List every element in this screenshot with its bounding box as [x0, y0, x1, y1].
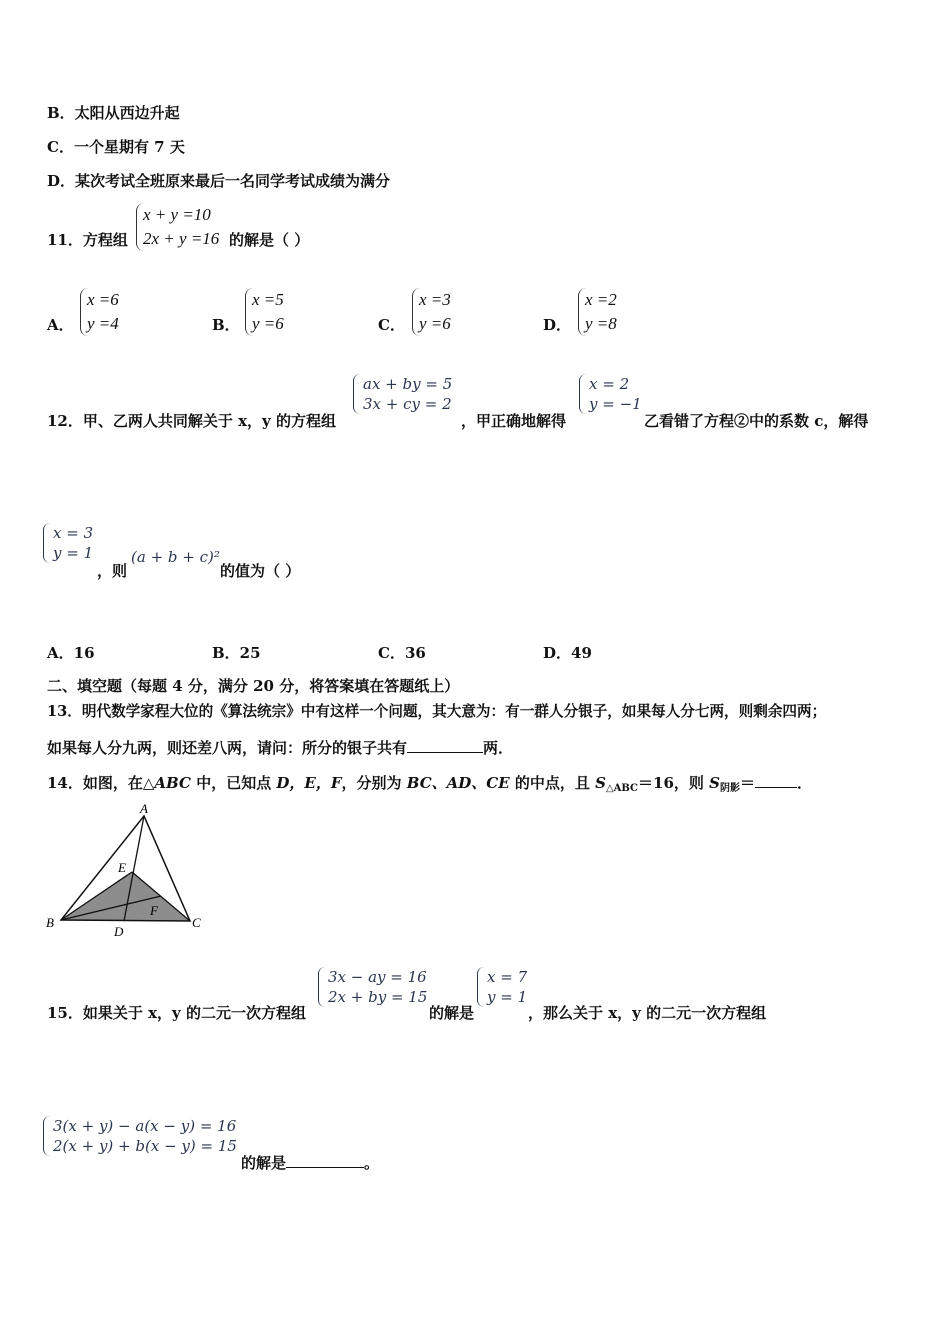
q13-line2-end: 两．: [483, 739, 514, 757]
q11-option-b-system: [245, 288, 284, 336]
q14-text: [47, 773, 812, 799]
q12-sol2-y: y = 1: [53, 544, 94, 562]
q12-eq2: 3x + cy = 2: [363, 395, 452, 413]
q12-then: ，则: [97, 562, 128, 580]
q15-eq1: 3x − ay = 16: [328, 968, 427, 986]
label-c: C: [192, 915, 201, 930]
q11-option-c-label: C．: [378, 316, 405, 334]
q10-option-c: C．一个星期有 7 天: [47, 138, 185, 156]
q11-option-b-label: B．: [212, 316, 240, 334]
q14-answer-blank[interactable]: [755, 773, 797, 788]
q11-suffix: 的解是（ ）: [229, 231, 310, 249]
label-e: E: [118, 860, 126, 875]
q14-t4: 的中点，且: [509, 774, 596, 792]
q11-option-c-x: x =3: [419, 290, 451, 309]
q15-mid: 的解是: [429, 1004, 475, 1022]
q15-big-system-brace: [43, 1116, 51, 1156]
q12-option-b: B．25: [212, 644, 261, 662]
q11-option-a-y: y =4: [87, 314, 119, 333]
q12-ask: 的值为（ ）: [220, 562, 301, 580]
q12-option-d: D．49: [543, 644, 592, 662]
q14-s2: S: [709, 774, 720, 792]
q11-option-d-label: D．: [543, 316, 572, 334]
q12-sol2-x: x = 3: [53, 524, 94, 542]
q14-end: ．: [796, 774, 812, 792]
q12-eq1: ax + by = 5: [363, 375, 453, 393]
q12-solution-2: [45, 523, 93, 563]
q15-answer-blank[interactable]: [286, 1153, 364, 1168]
q13-line2: [47, 738, 513, 758]
q14-points: D，E，F: [276, 774, 342, 792]
q11-option-a-x: x =6: [87, 290, 119, 309]
q11-option-c-system: [412, 288, 451, 336]
q11-option-d-system: [578, 288, 617, 336]
q12-sol1-y: y = −1: [589, 395, 642, 413]
q12-solution-1: [581, 374, 642, 414]
q13-line1: 13．明代数学家程大位的《算法统宗》中有这样一个问题，其大意为：有一群人分银子，如果每人分七两，则剩余四两；: [47, 703, 827, 720]
q12-system-brace: [353, 374, 361, 414]
q14-t3: ，分别为: [341, 774, 407, 792]
label-b: B: [46, 915, 54, 930]
q15-ask-line: [241, 1153, 379, 1173]
q12-expression: (a + b + c)²: [131, 548, 220, 566]
q12-mid: ，甲正确地解得: [461, 412, 567, 430]
q12-system: [355, 374, 452, 414]
q14-abc: ABC: [154, 774, 191, 792]
q15-solution-brace: [477, 967, 485, 1007]
q11-option-a-system: [80, 288, 119, 336]
q15-tail: ，那么关于 x，y 的二元一次方程组: [528, 1004, 767, 1022]
q11-option-b-y: y =6: [252, 314, 284, 333]
q14-s: S: [595, 774, 606, 792]
q14-t1: 14．如图，在△: [47, 774, 155, 792]
q11-option-c-y: y =6: [419, 314, 451, 333]
q14-val: ＝16，则: [638, 774, 710, 792]
q11-eq2: 2x + y =16: [143, 229, 220, 248]
label-f: F: [150, 903, 158, 918]
q15-sol-x: x = 7: [487, 968, 528, 986]
section-heading: 二、填空题（每题 4 分，满分 20 分，将答案填在答题纸上）: [47, 677, 460, 695]
q15-prefix: 15．如果关于 x，y 的二元一次方程组: [47, 1004, 306, 1022]
q14-sub-shadow: 阴影: [719, 783, 740, 794]
q15-system: [320, 967, 427, 1007]
label-d: D: [114, 924, 124, 939]
q14-t2: 中，已知点: [190, 774, 277, 792]
q14-sub-abc: △ABC: [605, 783, 639, 794]
q15-system-brace: [318, 967, 326, 1007]
q15-solution: [479, 967, 527, 1007]
q11-option-b-x: x =5: [252, 290, 284, 309]
q15-end: 。: [364, 1154, 380, 1172]
q11-option-a-label: A．: [47, 316, 74, 334]
q15-big-eq1: 3(x + y) − a(x − y) = 16: [53, 1117, 237, 1135]
q15-eq2: 2x + by = 15: [328, 988, 428, 1006]
q12-solution-2-brace: [43, 523, 51, 563]
q14-eq: ＝: [739, 774, 755, 792]
q12-option-a: A．16: [47, 644, 95, 662]
q13-answer-blank[interactable]: [407, 738, 483, 753]
q11-eq1: x + y =10: [143, 205, 211, 224]
q13-line2-text: 如果每人分九两，则还差八两，请问：所分的银子共有: [47, 739, 408, 757]
q11-system: [136, 203, 219, 251]
q12-option-c: C．36: [378, 644, 426, 662]
q11-option-d-y: y =8: [585, 314, 617, 333]
q11-prefix: 11．方程组: [47, 231, 128, 249]
q12-sol1-x: x = 2: [589, 375, 630, 393]
q12-tail: 乙看错了方程②中的系数 c，解得: [644, 412, 869, 430]
q14-triangle-figure: [40, 800, 215, 945]
q15-sol-y: y = 1: [487, 988, 528, 1006]
q12-solution-1-brace: [579, 374, 587, 414]
q15-ask: 的解是: [241, 1154, 287, 1172]
q12-prefix: 12．甲、乙两人共同解关于 x，y 的方程组: [47, 412, 336, 430]
q14-segments: BC、AD、CE: [406, 774, 510, 792]
q15-big-eq2: 2(x + y) + b(x − y) = 15: [53, 1137, 237, 1155]
q10-option-b: B．太阳从西边升起: [47, 104, 180, 122]
label-a: A: [140, 801, 148, 816]
q11-option-d-x: x =2: [585, 290, 617, 309]
q15-big-system: [45, 1116, 237, 1156]
q10-option-d: D．某次考试全班原来最后一名同学考试成绩为满分: [47, 172, 391, 190]
